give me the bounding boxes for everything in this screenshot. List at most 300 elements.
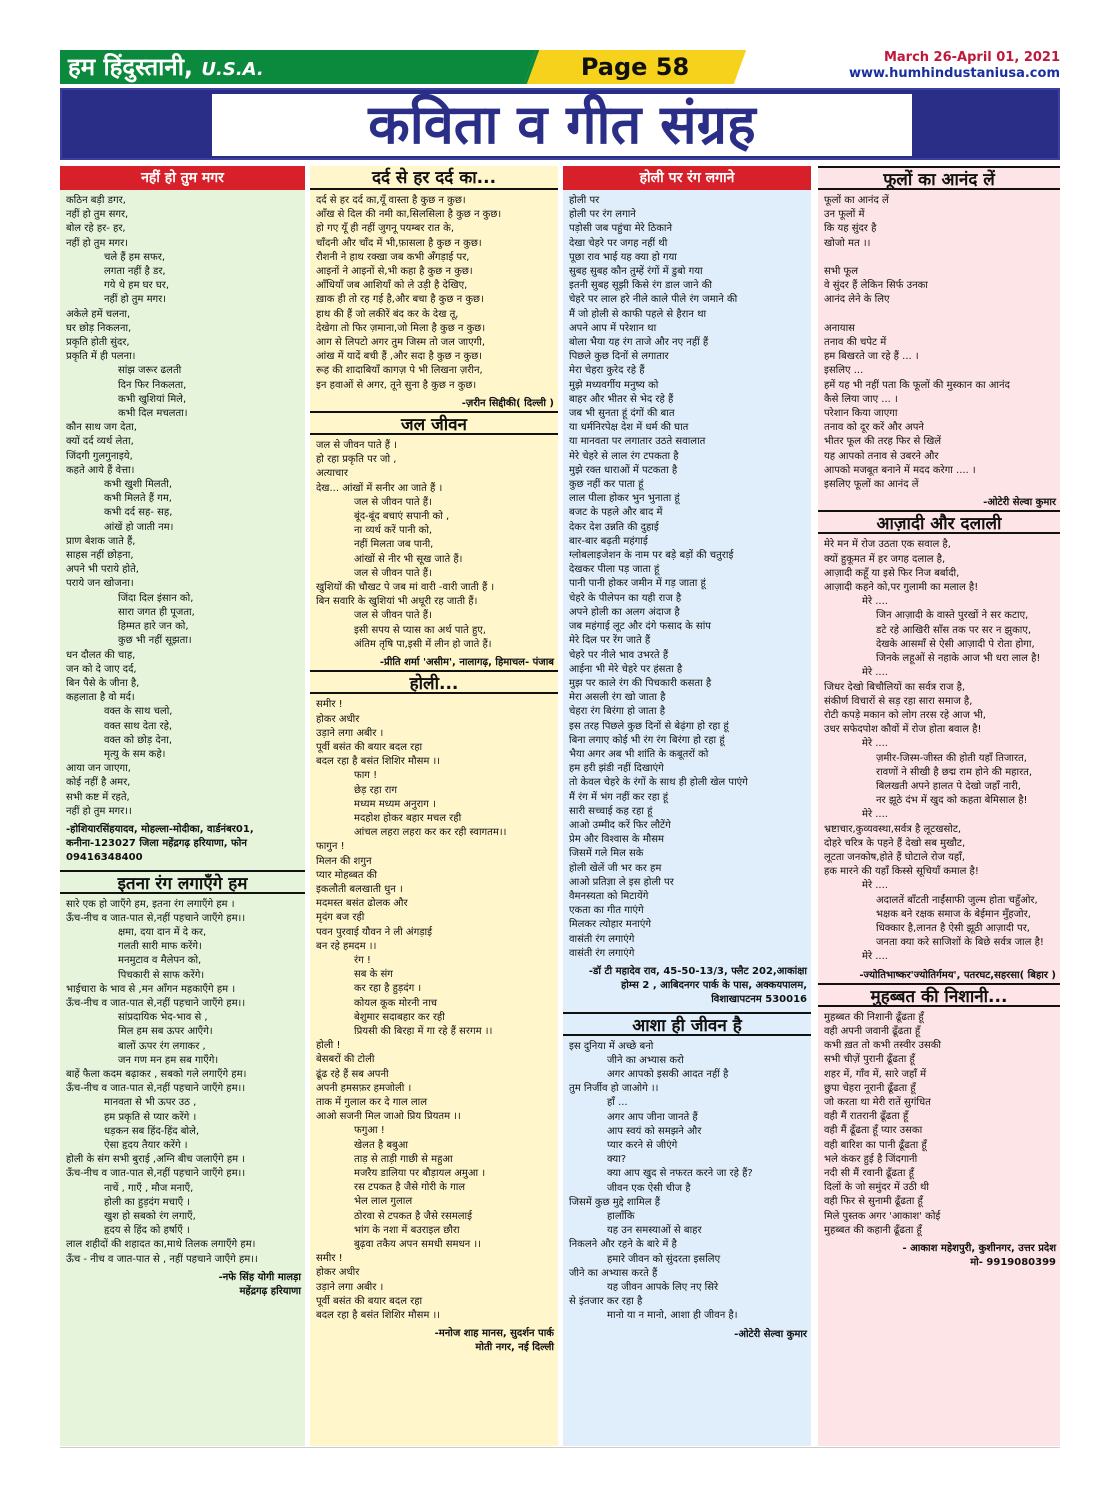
poem-title: आशा ही जीवन है (563, 1012, 811, 1036)
poem-line: नर झूठे दंभ में खुद को कहता बेमिसाल है! (876, 795, 1028, 807)
poem-line: मेरे .... (862, 880, 888, 892)
poem-line: वही फिर से सुनामी ढूँढता हूँ (824, 1196, 923, 1208)
poem-line: मेरे चेहरे से लाल रंग टपकता है (569, 450, 679, 462)
poem-line: ऊँच-नीच व जात-पात से,नहीं पहचाने जाएँगे हम।। (66, 1083, 246, 1095)
poem-line: मदमस्त बसंत ढोलक और (316, 898, 408, 910)
poem-line: इकलौती बलखाती धुन । (316, 883, 403, 895)
poem-line: देख... आंखों में सनीर आ जाते हैं । (316, 482, 443, 494)
poem-line: मुझ पर काले रंग की पिचकारी कसता है (569, 677, 712, 689)
poem-line: छेड़ रहा राग (354, 784, 398, 796)
poem-body (563, 1036, 811, 1328)
poem-line: कुछ नहीं कर पाता हूं (569, 479, 644, 491)
poem-line: हृदय से हिंद को हर्षाएँ । (104, 1225, 190, 1237)
poem-line: देकर देश उन्नति की दुहाई (569, 521, 659, 533)
poem-line: मध्यम मध्यम अनुराग । (354, 798, 436, 810)
poem-line: होली पर (569, 195, 600, 206)
poem-line: क्षमा, दया दान में दे कर, (118, 926, 207, 938)
poem-line: ताक में गुलाल कर दे गाल लाल (316, 1096, 428, 1108)
poem-line: चेहरे पर लाल हरे नीले काले पीले रंग जमाने की (569, 294, 738, 306)
poem-line: सारा जगत ही पूजता, (118, 606, 195, 618)
poem-line: जब महंगाई लूट और दंगे फसाद के सांप (569, 621, 711, 633)
poem-line: जल से जीवन पाते हैं। (354, 610, 432, 622)
poem-line: बिन सवारि के खुशियां भी अधूरी रह जाती हैं। (316, 596, 478, 608)
poem-line: बोला भैया यह रंग ताजे और नए नहीं हैं (569, 337, 709, 349)
poem-line: बूंद-बूंद बचाएं सपानी को , (354, 511, 450, 523)
poem-line: खोजो मत ।। (824, 237, 871, 249)
poem-credit: -प्रीति शर्मा 'असीम', नालागढ़, हिमाचल- पंजाब (379, 657, 554, 669)
poem-line: देखा चेहरे पर जगह नहीं थी (569, 237, 668, 249)
poem-line: नहीं हो तुम सगर, (66, 209, 129, 221)
poem-line: भीतर फूल की तरह फिर से खिलें (824, 436, 942, 448)
poem-line: नहीं हो तुम मगर। (104, 294, 167, 306)
brand-bar (60, 50, 560, 84)
poem-line: ऊँच - नीच व जात-पात से , नहीं पहचाने जाएँगे हम।। (66, 1253, 258, 1265)
poem-line: मेरे .... (862, 809, 888, 821)
poem-line: फगुआ ! (354, 1125, 385, 1137)
poem-line: खुश हो सबको रंग लगाएँ, (104, 1211, 196, 1223)
poem-credit: - आकाश महेशपुरी, कुशीनगर, उत्तर प्रदेश (902, 1243, 1056, 1255)
poem-line: या मानवता पर लगातार उठते सवालात (569, 436, 706, 448)
poem-line: बिन पैसे के जीना है, (66, 677, 140, 689)
poem-line: कहलाता है वो मर्द। (66, 692, 135, 704)
poem-line: बालों ऊपर रंग लगाकर , (118, 1040, 206, 1052)
poem-line: या धर्मनिरपेक्ष देश में धर्म की घात (569, 422, 689, 434)
poem-line: मैं रंग में भंग नहीं कर रहा हूं (569, 791, 669, 803)
poem-line: जीवन एक ऐसी चीज है (607, 1182, 691, 1194)
poem-line: कोयल कूक मोरनी नाच (354, 997, 438, 1009)
poem-line: पिछले कुछ दिनों से लगातार (569, 351, 669, 363)
poem-line: बार-बार बढ़ती महंगाई (569, 535, 648, 547)
poem-line: हो रहा प्रकृति पर जो , (316, 454, 397, 466)
poem-line: रस टपकत है जैसे गोरी के गाल (354, 1182, 466, 1194)
poem-line: इस दुनिया में अच्छे बनो (569, 1040, 654, 1052)
poem-line: ढूंढ रहे हैं सब अपनी (316, 1068, 389, 1080)
poem-line: आओ प्रतिज्ञा ले इस होली पर (569, 876, 674, 888)
poem-credit: मो- 9919080399 (970, 1257, 1056, 1269)
poem-line: मेरे दिल पर रेंग जाते हैं (569, 635, 651, 647)
poem-credit: -ओटेरी सेल्वा कुमार (983, 497, 1056, 509)
poem-line: कभी खुशी मिलती, (104, 479, 173, 491)
poem-line: अपने आप में परेशान था (569, 322, 657, 334)
poem-line: तो केवल चेहरे के रंगों के साथ ही होली खेल पाएंगे (569, 777, 748, 789)
poem-body (60, 190, 305, 823)
poem-line: प्यार करने से जीएंगे (607, 1140, 678, 1151)
poem-line: देखकर पीला पड़ जाता हूं (569, 564, 660, 576)
poem-line: हम प्रकृति से प्यार करेंगे । (104, 1111, 197, 1123)
poem-line: ना व्यर्थ करें पानी को, (354, 525, 433, 537)
poem-line: होली ! (316, 1040, 341, 1052)
poem-line: कहते आये हैं वेत्ता। (66, 464, 135, 476)
poem-line: पड़ोसी जब पहुंचा मेरे ठिकाने (569, 223, 673, 235)
poem-line: लूटता जनकोष,होते हैं घोटाले रोज यहाँ, (824, 851, 966, 863)
poem-line: अगर आप जीना जानते हैं (607, 1111, 698, 1123)
poem-line: डटे रहे आखिरी साँस तक पर सर न झुकाए, (876, 624, 1032, 636)
poem-line: सारे एक हो जाएँगे हम, इतना रंग लगाएँगे हम । (66, 898, 235, 910)
poem-credit: -ज्योतिभाष्कर'ज्योतिर्गमय', पतरघट,सहरसा( बिहार ) (859, 969, 1056, 981)
poem-line: वही अपनी जवानी ढूँढता हूँ (824, 1025, 921, 1037)
poem-title: नहीं हो तुम मगर (60, 166, 305, 190)
poem-line: मृदंग बज रही (316, 912, 365, 924)
poem-line: सभी कष्ट में रहते, (66, 791, 130, 803)
poem-line: ताड़ से ताड़ी गाछी से महुआ (354, 1153, 453, 1165)
poem-line: सभी फूल (824, 266, 859, 278)
poem-body (310, 190, 558, 397)
poem-body (818, 190, 1060, 496)
poem-line: जीने का अभ्यास करते हैं (569, 1267, 658, 1279)
column-1 (60, 166, 305, 1446)
poem-line: सब के संग (354, 969, 393, 981)
poem-line: आंखों से नीर भी सूख जाते हैं। (354, 553, 463, 565)
poem-line: जिन आज़ादी के वास्ते पुरखों ने सर कटाए, (876, 610, 1029, 622)
poem-line: नहीं हो तुम मगर।। (66, 805, 132, 817)
poem-line: हो गए यूँ ही नहीं जुगनू पयम्बर रात के, (316, 223, 455, 235)
poem-line: उधर सफेदपोश कौवों में रोज होता बवाल है! (824, 724, 982, 736)
poem-line: क्यों हुकूमत में हर जगह दलाल है, (824, 553, 946, 565)
poem-line: अपने भी पराये होते, (66, 564, 139, 576)
poem-line: पिचकारी से साफ करेंगे। (118, 969, 205, 981)
poem-line: उन फूलों में (824, 209, 865, 221)
poem-line: जिधर देखो बिचौलियों का सर्वत्र राज है, (824, 681, 966, 693)
poem-line: जिनके लहूओं से नहाके आज भी धरा लाल है! (876, 653, 1041, 665)
poem-line: मिले पुस्तक अगर 'आकाश' कोई (824, 1210, 941, 1222)
poem-line: हालाँकि (607, 1211, 635, 1223)
poem-line: आँख से दिल की नमी का,सिलसिला है कुछ न कुछ। (316, 209, 502, 221)
poem-line: तनाव को दूर करें और अपने (824, 422, 924, 434)
poem-line: उड़ाने लगा अबीर । (316, 727, 384, 739)
poem-line: देखके आसमाँ से ऐसी आज़ादी पे रोता होगा, (876, 638, 1035, 650)
poem-credit: -मनोज शाह मानस, सुदर्शन पार्क (434, 1328, 554, 1340)
poem-line: दिन फिर निकलता, (118, 379, 187, 391)
poem-line: कभी मिलते हैं गम, (104, 493, 172, 505)
poem-line: ठोरवा से टपकत है जैसे रसमलाई (354, 1210, 472, 1222)
poem-line: मेरे .... (862, 596, 888, 608)
poem-title: इतना रंग लगाएँगे हम (60, 870, 305, 894)
poem-line: होकर अधीर (316, 713, 360, 725)
poem-line: इन हवाओं से अगर, तूने सुना है कुछ न कुछ। (316, 379, 477, 391)
poem-line: वक्त को छोड़ देना, (104, 734, 173, 746)
poem-body (310, 435, 558, 656)
poem-line: जल से जीवन पाते हैं । (316, 440, 398, 452)
poem-line: कुछ भी नहीं सूझता। (118, 635, 192, 647)
poem-line: मेरे .... (862, 667, 888, 679)
poem-line: मिलन की शगुन (316, 855, 372, 867)
poem-line: मानवता से भी ऊपर उठ , (104, 1097, 197, 1109)
poem-line: होली पर रंग लगाने (569, 209, 636, 221)
poem-line: मनमुटाव व मैलेपन को, (118, 955, 202, 967)
poem-title: आज़ादी और दलाली (818, 510, 1060, 534)
poem-line: धड़कन सब हिंद-हिंद बोले, (104, 1125, 200, 1137)
poem-line: कभी खुशियां मिले, (118, 393, 187, 405)
poem-line: खेलत है बबुआ (354, 1139, 408, 1151)
poem-line: वही मैं रातरानी ढूँढता हूँ (824, 1111, 909, 1123)
poem-line: ग्लोबलाइजेशन के नाम पर बड़े बड़ों की चतुराई (569, 550, 734, 562)
poem-line: समीर ! (316, 1253, 343, 1265)
poem-line: मैं जो होली से काफी पहले से हैरान था (569, 308, 707, 320)
poem-line: आइनों ने आइनों से,भी कहा है कुछ न कुछ। (316, 266, 473, 278)
poem-line: मेरा चेहरा कुरेद रहे हैं (569, 365, 645, 377)
poem-line: एकता का गीत गाएंगे (569, 905, 644, 917)
poem-line: भले कंकर हुई है जिंदगानी (824, 1153, 918, 1165)
poem-line: कठिन बड़ी डगर, (66, 195, 126, 206)
poem-line: आंख में यादें बची हैं ,और सदा है कुछ न कुछ। (316, 351, 483, 363)
poem-line: प्राण बेशक जाते हैं, (66, 535, 136, 547)
poem-line: चाँदनी और चाँद में भी,फ़ासला है कुछ न कुछ। (316, 237, 482, 249)
poem-line: पूर्वी बसंत की बयार बदल रहा (316, 741, 423, 753)
poem-line: जन गण मन हम सब गाएँगे। (118, 1054, 219, 1066)
poem-line: निकलने और रहने के बारे में है (569, 1239, 677, 1251)
poem-line: बेशुमार सदाबहार कर रही (354, 1011, 445, 1023)
poem-line: से इंतजार कर रहा है (569, 1296, 643, 1308)
poem-line: आपको मजबूत बनाने में मदद करेगा .... । (824, 464, 976, 476)
poem-line: घर छोड़ निकलना, (66, 322, 132, 334)
poem-line: अकेले हमें चलना, (66, 308, 131, 320)
poem-line: कर रहा है हुड़दंग । (354, 983, 422, 995)
poem-title: मुहब्बत की निशानी... (818, 983, 1060, 1007)
poem-line: क्या? (607, 1154, 627, 1166)
poem-line: बोल रहे हर- हर, (66, 223, 126, 235)
poem-line: जिंदगी गुलगुनाइये, (66, 450, 133, 462)
poem-line: कौन साथ जग देता, (66, 422, 137, 434)
poem-line: क्यों दर्द व्यर्थ लेता, (66, 436, 134, 448)
poem-line: इसलिए फूलों का आनंद लें (824, 479, 919, 491)
poem-line: बदल रहा है बसंत शिशिर मौसम ।। (316, 1310, 441, 1322)
poem-line: गलती सारी माफ करेंगे। (118, 941, 202, 953)
poem-line: यह आपको तनाव से उबरने और (824, 450, 939, 462)
poem-line: फूलों का आनंद लें (824, 195, 889, 206)
poem-line: जन को दे जाए दर्द, (66, 663, 137, 675)
poem-line: मेरे .... (862, 951, 888, 963)
issue-info (849, 50, 1060, 82)
poem-line: प्रकृति में ही पलना। (66, 351, 136, 363)
poem-line (824, 308, 1054, 322)
footer-rule (60, 1447, 1060, 1448)
poem-line: बदल रहा है बसंत शिशिर मौसम ।। (316, 756, 441, 768)
poem-line: दर्द से हर दर्द का,यूँ वास्ता है कुछ न कुछ। (316, 195, 466, 206)
column-3 (563, 166, 811, 1446)
poem-line: इस तरह पिछले कुछ दिनों से बेढ़ंगा हो रहा हूं (569, 720, 729, 732)
poem-line: अगर आपको इसकी आदत नहीं है (607, 1068, 729, 1080)
website-link[interactable]: www.humhindustaniusa.com (848, 66, 1060, 81)
poem-line: आंचल लहरा लहरा कर कर रही स्वागतम।। (354, 827, 507, 839)
poem-line: कैसे लिया जाए ... । (824, 393, 898, 405)
poem-line: मृत्यु के सम कहे। (104, 748, 166, 760)
poem-line: प्रियसी की बिरहा में गा रहे हैं सरगम ।। (354, 1025, 493, 1037)
poem-line: आया जन जाएगा, (66, 763, 131, 775)
poem-line: आओ उम्मीद करें फिर लौटेंगे (569, 819, 671, 831)
poem-line: अदालतें बाँटती नाईंसाफी जुल्म होता चहुँओर, (876, 894, 1038, 906)
poem-line: होली का हुड़दंग मचाएँ । (104, 1196, 191, 1208)
poem-line: ऊँच-नीच व जात-पात से,नहीं पहचाने जाएँगे हम।। (66, 912, 246, 924)
poem-line: आनंद लेने के लिए (824, 294, 890, 306)
poem-line: बेसबरों की टोली (316, 1054, 375, 1066)
poem-line: दोहरे चरित्र के पहने हैं देखो सब मुखौट, (824, 837, 966, 849)
poem-line: रोटी कपड़े मकान को लोग तरस रहे आज भी, (824, 709, 986, 721)
poem-line: मदहोश होकर बहार मचल रही (354, 812, 462, 824)
poem-line: सुबह सुबह कौन तुम्हें रंगों में डुबो गया (569, 266, 703, 278)
poem-line: मेरा असली रंग खो जाता है (569, 692, 666, 704)
poem-line: पानी पानी होकर जमीन में गड़ जाता हूं (569, 578, 706, 590)
poem-title: जल जीवन (310, 411, 558, 435)
poem-line: मानो या न मानो, आशा ही जीवन है। (607, 1310, 738, 1322)
poem-line: उड़ाने लगा अबीर । (316, 1281, 384, 1293)
poem-line: बुढ़वा तकैय अपन समधी समधन ।। (354, 1239, 481, 1251)
poem-line: बाहें फैला कदम बढ़ाकर , सबको गले लगाएँगे हम। (66, 1068, 247, 1080)
poem-line: छुपा चेहरा नूरानी ढूँढता हूँ (824, 1082, 916, 1094)
poem-line: रंग ! (354, 954, 371, 966)
poem-line: ख़ाक ही तो रह गई है,और बचा है कुछ न कुछ। (316, 294, 484, 306)
poem-line: आप स्वयं को समझने और (607, 1125, 702, 1137)
brand-name: हम हिंदुस्तानी, (68, 53, 194, 81)
poem-line: कोई नहीं है अमर, (66, 777, 131, 789)
poem-line: लाल शहीदों की शहादत का,माथे तिलक लगाएँगे हम। (66, 1239, 256, 1251)
poem-line: इतनी सुबह सूझी किसे रंग डाल जाने की (569, 280, 712, 292)
poem-line: भाईचारा के भाव से ,मन आँगन महकाएँगे हम । (66, 983, 236, 995)
poem-line: बिना लगाए कोई भी रंग रंग बिरंगा हो रहा हूं (569, 734, 725, 746)
poem-line: पूर्वी बसंत की बयार बदल रहा (316, 1295, 423, 1307)
poem-body (818, 534, 1060, 968)
poem-line: खुशियों की चौखट पे जब मां वारी -वारी जाती हैं । (316, 582, 495, 594)
poem-line: मेरे .... (862, 738, 888, 750)
poem-title: दर्द से हर दर्द का... (310, 166, 558, 190)
poem-line: देखेगा तो फिर ज़माना,जो मिला है कुछ न कुछ। (316, 322, 486, 334)
poem-line: इसलिए ... (824, 365, 864, 377)
poem-credit: -डॉ टी महादेव राव, 45-50-13/3, फ्लैट 202,आकांक्षा होम्स 2 , आबिदनगर पार्क के पास, अक्कयपालम, विशाखापटनम 530016 (588, 965, 807, 1006)
poem-line: यह उन समस्याओं से बाहर (607, 1225, 702, 1237)
poem-line: परेशान किया जाएगा (824, 408, 898, 420)
poem-line: अत्याचार (316, 468, 348, 480)
poem-line: यह जीवन आपके लिए नए सिरे (607, 1282, 719, 1294)
poem-line: कि यह सुंदर है (824, 223, 877, 235)
poem-line (824, 251, 1054, 265)
poem-line: लाल पीला होकर भुन भुनाता हूं (569, 493, 680, 505)
poem-line: बजट के पहले और बाद में (569, 507, 663, 519)
poem-line: हमारे जीवन को सुंदरता इसलिए (607, 1253, 721, 1265)
poem-line: होली के संग सभी बुराई ,अग्नि बीच जलाएँगे हम । (66, 1154, 246, 1166)
poem-line: पराये जन खोजना। (66, 578, 134, 590)
poem-line: जल से जीवन पाते हैं। (354, 496, 432, 508)
poem-line: भक्षक बने रक्षक समाज के बेईमान मुँहजोर, (876, 908, 1031, 920)
poem-line: मुहब्बत की निशानी ढूँढता हूँ (824, 1011, 924, 1023)
poem-line: ज़मीर-जिस्म-जीस्त की होती यहाँ तिजारत, (876, 752, 1027, 764)
poem-line: वासंती रंग लगाएंगे (569, 933, 635, 945)
poem-body (563, 190, 811, 965)
poem-line: नाचें , गाएँ , मौज मनाएँ, (104, 1182, 194, 1194)
poem-line: जो करता था मेरी रातें सुगंधित (824, 1096, 931, 1108)
poem-line: भ्रष्टाचार,कुव्यवस्था,सर्वत्र है लूटखसोट, (824, 823, 962, 835)
poem-line: सांप्रदायिक भेद-भाव से , (118, 1012, 208, 1024)
poem-credit: -होशियारसिंहयादव, मोहल्ला-मोदीका, वार्डनंबर01, कनीना-123027 जिला महेंद्रगढ़ हरियाणा, फोन 09416348400 (66, 823, 254, 864)
poem-line: प्रेम और विश्वास के मौसम (569, 834, 665, 846)
poem-line: इसी सपय से प्यास का अर्थ पाते हुए, (354, 624, 486, 636)
poem-line: अपने होली का अलग अंदाज है (569, 606, 680, 618)
poem-line: जनता क्या करे साजिशों के बिछे सर्वत्र जाल है! (876, 937, 1044, 949)
poem-line: जल से जीवन पाते हैं। (354, 567, 432, 579)
poem-credit: -ज़रीन सिद्दीकी( दिल्ली ) (461, 397, 554, 409)
poem-body (60, 894, 305, 1271)
poem-line: सभी चीज़ें पुरानी ढूँढता हूँ (824, 1054, 915, 1066)
poem-line: आईना भी मेरे चेहरे पर हंसता है (569, 663, 683, 675)
poem-line: चेहरा रंग बिरंगा हो जाता है (569, 706, 666, 718)
poem-line: मिल हम सब ऊपर आएँगे। (118, 1026, 213, 1038)
poem-line: अपनी हमसफ़र हमजोली । (316, 1082, 412, 1094)
poem-title: फूलों का आनंद लें (818, 166, 1060, 190)
poem-title: होली... (310, 670, 558, 694)
poem-line: भेल लाल गुलाल (354, 1196, 413, 1208)
poem-line: तुम निर्जीव हो जाओगे ।। (569, 1083, 659, 1095)
poem-line: वासंती रंग लगाएंगे (569, 947, 635, 959)
poem-line: जिंदा दिल इंसान को, (118, 592, 194, 604)
poem-line: पवन पुरवाई यौवन ने ली अंगड़ाई (316, 926, 433, 938)
poem-line: मुझे रक्त धाराओं में पटकता है (569, 464, 678, 476)
poem-line: हक मारने की यहाँ किस्से सूचियाँ कमाल है! (824, 866, 979, 878)
poem-line: शहर में, गाँव में, सारे जहाँ में (824, 1068, 927, 1080)
poem-line: ऊँच-नीच व जात-पात से,नहीं पहचाने जाएँगे हम।। (66, 997, 246, 1009)
poem-line: वैमनस्यता को मिटायेंगे (569, 890, 649, 902)
poem-line: प्रकृति होती सुंदर, (66, 337, 130, 349)
poem-line: जीने का अभ्यास करो (607, 1054, 684, 1066)
poem-line: चेहरे पर नीले भाव उभरते हैं (569, 649, 669, 661)
poem-line: भांग के नशा में बउराइल छौरा (354, 1224, 460, 1236)
poem-line: मुहब्बत की कहानी ढूँढता हूँ (824, 1224, 922, 1236)
poem-credit: महेंद्रगढ़ हरियाणा (239, 1286, 301, 1298)
section-title: कविता व गीत संग्रह (212, 94, 912, 156)
poem-line: आज़ादी कहूँ या इसे फिर निज बर्बादी, (824, 567, 960, 579)
poem-line: आंखें हो जाती नम। (104, 521, 174, 533)
poem-line: मेरे मन में रोज उठता एक सवाल है, (824, 539, 951, 551)
poem-line: वे सुंदर हैं लेकिन सिर्फ उनका (824, 280, 928, 292)
poem-line: जिसमें गले मिल सके (569, 848, 644, 860)
poem-line: गये थे हम घर घर, (104, 280, 170, 292)
brand-usa: U.S.A. (201, 59, 264, 80)
poem-line: भैया अगर अब भी शांति के कबूतरों को (569, 748, 709, 760)
poem-line: धिक्कार है,लानत है ऐसी झूठी आज़ादी पर, (876, 922, 1030, 934)
poem-line: हम हरी झंडी नहीं दिखाएंगे (569, 763, 664, 775)
poem-line: फाग ! (354, 770, 378, 782)
poem-line: वक्त के साथ चलो, (104, 706, 173, 718)
column-4 (818, 166, 1060, 1446)
poem-line: नहीं मिलता जब पानी, (354, 539, 434, 551)
poem-line: हाथ की हैं जो लकीरें बंद कर के देख तू, (316, 308, 459, 320)
poem-line: अनायास (824, 322, 855, 334)
page-number: Page 58 (580, 53, 690, 81)
poem-line: रूह की शादाबियाँ कागज़ पे भी लिखना ज़रीन, (316, 365, 483, 377)
section-banner (60, 88, 1060, 160)
poem-line: वक्त साथ देता रहे, (104, 720, 173, 732)
poem-line: आओ सजनी मिल जाओ प्रिय प्रियतम ।। (316, 1111, 461, 1123)
poem-line: अंतिम तृषि पा,इसी में लीन हो जाते हैं। (354, 638, 492, 650)
poem-line: तनाव की चपेट में (824, 337, 887, 349)
poem-line: होकर अधीर (316, 1267, 360, 1279)
poem-line: मुझे मध्यवर्गीय मनुष्य को (569, 379, 659, 391)
poem-line: जब भी सुनता हूं दंगों की बात (569, 408, 675, 420)
poem-line: हम बिखरते जा रहे हैं ... । (824, 351, 919, 363)
poem-body (310, 694, 558, 1327)
poem-line: चेहरे के पीलेपन का यही राज है (569, 592, 682, 604)
issue-date: March 26-April 01, 2021 (883, 50, 1060, 65)
column-2 (310, 166, 558, 1446)
poem-line: हाँ ... (607, 1097, 628, 1109)
poem-line: वही मैं ढूँढता हूँ प्यार उसका (824, 1125, 923, 1137)
poem-line: जिसमें कुछ मुद्दे शामिल हैं (569, 1196, 661, 1208)
poem-line: सारी सच्चाई कह रहा हूं (569, 805, 653, 817)
poem-line: संकीर्ण विचारों से सड़ रहा सारा समाज है, (824, 695, 973, 707)
poem-line: रावणों ने सीखी है छद्म राम होने की महारत, (876, 766, 1033, 778)
poem-line: बन रहे हमदम ।। (316, 940, 377, 952)
poem-body (818, 1007, 1060, 1242)
poem-line: कभी दिल मचलता। (118, 408, 188, 420)
poem-credit: -ओटेरी सेल्वा कुमार (734, 1328, 807, 1340)
poem-credit: -नफे सिंह योगी मालड़ा (218, 1271, 301, 1283)
